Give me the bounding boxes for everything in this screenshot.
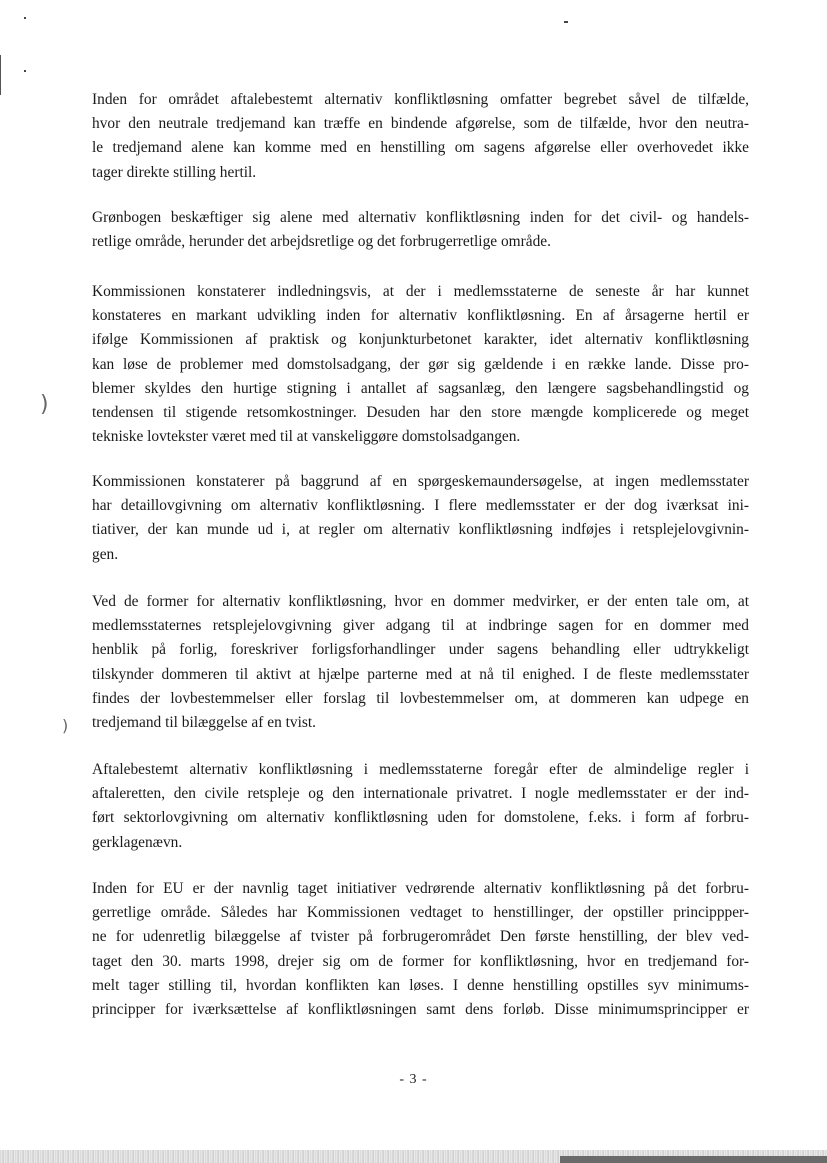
paragraph-1 <box>92 88 749 185</box>
text-line: gerklagenævn. <box>92 833 183 851</box>
text-line: kan løse de problemer med domstolsadgang, der gør sig gældende i en række lande. Disse pro- <box>92 355 749 373</box>
text-line: tendensen til stigende retsomkostninger. Desuden har den store mængde komplicerede og meget <box>92 404 749 422</box>
scan-dot <box>24 70 26 72</box>
text-line: Inden for EU er der navnlig taget initiativer vedrørende alternativ konfliktløsning på det forbru- <box>92 880 749 897</box>
text-line: ifølge Kommissionen af praktisk og konjunkturbetonet karakter, idet alternativ konfliktløsning <box>92 331 749 349</box>
text-line: tager direkte stilling hertil. <box>92 163 257 181</box>
paragraph-7 <box>92 877 749 1022</box>
text-line: blemer skyldes den hurtige stigning i antallet af sagsanlæg, den længere sagsbehandlingstid og <box>92 379 749 397</box>
text-line: principper for iværksættelse af konfliktløsningen samt dens forløb. Disse minimumsprincipper er <box>92 1001 749 1019</box>
scan-bottom-shadow <box>560 1156 827 1163</box>
scan-bracket-mark: ) <box>40 392 49 417</box>
paragraph-5 <box>92 590 749 735</box>
page-number: - 3 - <box>399 1072 428 1087</box>
text-line: konstateres en markant udvikling inden for alternativ konfliktløsning. En af årsagerne hertil er <box>92 307 749 325</box>
text-line: tilskynder dommeren til aktivt at hjælpe parterne med at nå til enighed. I de fleste medlemsstater <box>92 665 749 683</box>
text-line: tekniske lovtekster været med til at vanskeliggøre domstolsadgangen. <box>92 428 521 446</box>
text-line: tiativer, der kan munde ud i, at regler om alternativ konfliktløsning indføjes i retsplejelovgivnin- <box>92 521 749 539</box>
paragraph-3 <box>92 280 749 449</box>
text-line: ført sektorlovgivning om alternativ konfliktløsning uden for domstolene, f.eks. i form af forbru- <box>92 809 749 827</box>
text-line: Inden for området aftalebestemt alternativ konfliktløsning omfatter begrebet såvel de tilfælde, <box>92 91 749 108</box>
scan-edge-mark <box>0 55 1 95</box>
text-line: findes der lovbestemmelser eller forslag til lovbestemmelser om, at dommeren kan udpege en <box>92 689 749 707</box>
text-line: ne for udenretlig bilæggelse af tvister på forbrugerområdet Den første henstilling, der blev ved- <box>92 928 749 946</box>
scan-dash <box>564 21 568 23</box>
text-line: taget den 30. marts 1998, drejer sig om de former for konfliktløsning, hvor en tredjemand for- <box>92 952 749 970</box>
text-line: gerretlige område. Således har Kommissionen vedtaget to henstillinger, der opstiller princippper- <box>92 904 749 922</box>
text-line: tredjemand til bilæggelse af en tvist. <box>92 714 316 732</box>
paragraph-2 <box>92 206 749 254</box>
text-line: Aftalebestemt alternativ konfliktløsning i medlemsstaterne foregår efter de almindelige regler i <box>92 761 749 778</box>
text-line: hvor den neutrale tredjemand kan træffe en bindende afgørelse, som de tilfælde, hvor den neutra- <box>92 115 749 133</box>
text-line: melt tager stilling til, hvordan konflikten kan løses. I denne henstilling opstilles syv minimums- <box>92 976 749 994</box>
paragraph-4 <box>92 470 749 567</box>
scan-bracket-mark: ) <box>62 716 69 735</box>
text-line: medlemsstaternes retsplejelovgivning giver adgang til at indbringe sagen for en dommer med <box>92 617 749 635</box>
text-line: henblik på forlig, foreskriver forligsforhandlinger under sagens behandling eller udtrykkeligt <box>92 641 749 659</box>
text-line: Kommissionen konstaterer indledningsvis, at der i medlemsstaterne de seneste år har kunnet <box>92 283 749 300</box>
text-line: retlige område, herunder det arbejdsretlige og det forbrugerretlige område. <box>92 233 551 251</box>
scan-dot <box>24 17 26 19</box>
text-line: aftaleretten, den civile retspleje og den internationale privatret. I nogle medlemsstater er der ind- <box>92 785 749 803</box>
text-line: Grønbogen beskæftiger sig alene med alternativ konfliktløsning inden for det civil- og handels- <box>92 209 749 226</box>
text-line: har detaillovgivning om alternativ konfliktløsning. I flere medlemsstater er der dog iværksat ini- <box>92 497 749 515</box>
text-line: le tredjemand alene kan komme med en henstilling om sagens afgørelse eller overhovedet ikke <box>92 139 749 157</box>
text-line: Kommissionen konstaterer på baggrund af en spørgeskemaundersøgelse, at ingen medlemsstater <box>92 473 749 490</box>
text-line: gen. <box>92 545 119 563</box>
paragraph-6 <box>92 758 749 855</box>
text-line: Ved de former for alternativ konfliktløsning, hvor en dommer medvirker, er der enten tale om, at <box>92 593 749 610</box>
